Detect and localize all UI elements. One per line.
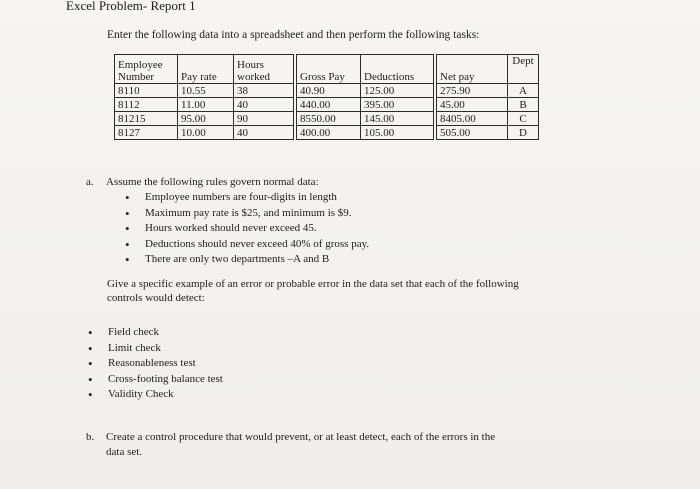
cell-deductions: 145.00	[361, 112, 434, 126]
table-row	[115, 126, 539, 140]
cell-hours-worked: 40	[234, 126, 294, 140]
cell-pay-rate: 11.00	[178, 98, 234, 112]
cell-dept: A	[508, 84, 539, 98]
cell-dept: C	[508, 112, 539, 126]
control-item: • Cross-footing balance test	[88, 372, 223, 388]
rule-item: • Deductions should never exceed 40% of gross pay.	[125, 237, 369, 253]
rules-list	[125, 190, 369, 268]
cell-gross-pay: 40.90	[297, 84, 361, 98]
cell-net-pay: 505.00	[437, 126, 508, 140]
section-b-marker: b.	[86, 431, 95, 443]
control-item: • Limit check	[88, 341, 223, 357]
cell-deductions: 105.00	[361, 126, 434, 140]
table-row	[115, 84, 539, 98]
payroll-table	[114, 54, 539, 140]
cell-net-pay: 8405.00	[437, 112, 508, 126]
controls-question: Give a specific example of an error or probable error in the data set that each of the following controls would detect:	[107, 278, 519, 304]
rule-item: • Maximum pay rate is $25, and minimum is $9.	[125, 206, 369, 222]
cell-employee-number: 8127	[115, 126, 178, 140]
rule-item: • Hours worked should never exceed 45.	[125, 221, 369, 237]
cell-dept: B	[508, 98, 539, 112]
cell-pay-rate: 10.55	[178, 84, 234, 98]
cell-employee-number: 8110	[115, 84, 178, 98]
cell-pay-rate: 95.00	[178, 112, 234, 126]
table-row	[115, 98, 539, 112]
control-item: • Reasonableness test	[88, 356, 223, 372]
cell-employee-number: 81215	[115, 112, 178, 126]
header-dept: Dept	[508, 55, 539, 84]
control-item: • Validity Check	[88, 387, 223, 403]
cell-gross-pay: 400.00	[297, 126, 361, 140]
cell-pay-rate: 10.00	[178, 126, 234, 140]
document-title: Excel Problem- Report 1	[66, 0, 196, 13]
cell-deductions: 395.00	[361, 98, 434, 112]
header-gross-pay: Gross Pay	[297, 55, 361, 84]
header-hours-worked: Hours worked	[234, 55, 294, 84]
cell-gross-pay: 8550.00	[297, 112, 361, 126]
intro-text: Enter the following data into a spreadsheet and then perform the following tasks:	[107, 29, 480, 41]
cell-employee-number: 8112	[115, 98, 178, 112]
section-a-text: Assume the following rules govern normal data:	[106, 176, 319, 188]
header-pay-rate: Pay rate	[178, 55, 234, 84]
rule-item: • There are only two departments –A and B	[125, 252, 369, 268]
section-b	[86, 430, 566, 460]
cell-gross-pay: 440.00	[297, 98, 361, 112]
cell-dept: D	[508, 126, 539, 140]
cell-net-pay: 45.00	[437, 98, 508, 112]
cell-hours-worked: 38	[234, 84, 294, 98]
header-deductions: Deductions	[361, 55, 434, 84]
control-item: • Field check	[88, 325, 223, 341]
section-a	[86, 176, 319, 188]
controls-list	[88, 325, 223, 403]
section-b-line2: data set.	[106, 446, 143, 458]
rule-item: • Employee numbers are four-digits in length	[125, 190, 369, 206]
cell-net-pay: 275.90	[437, 84, 508, 98]
section-b-line1: Create a control procedure that would prevent, or at least detect, each of the errors in the	[106, 431, 496, 443]
section-a-marker: a.	[86, 176, 94, 188]
table-row	[115, 112, 539, 126]
header-net-pay: Net pay	[437, 55, 508, 84]
cell-deductions: 125.00	[361, 84, 434, 98]
cell-hours-worked: 40	[234, 98, 294, 112]
header-employee-number: Employee Number	[115, 55, 178, 84]
cell-hours-worked: 90	[234, 112, 294, 126]
table-header-row	[115, 55, 539, 84]
